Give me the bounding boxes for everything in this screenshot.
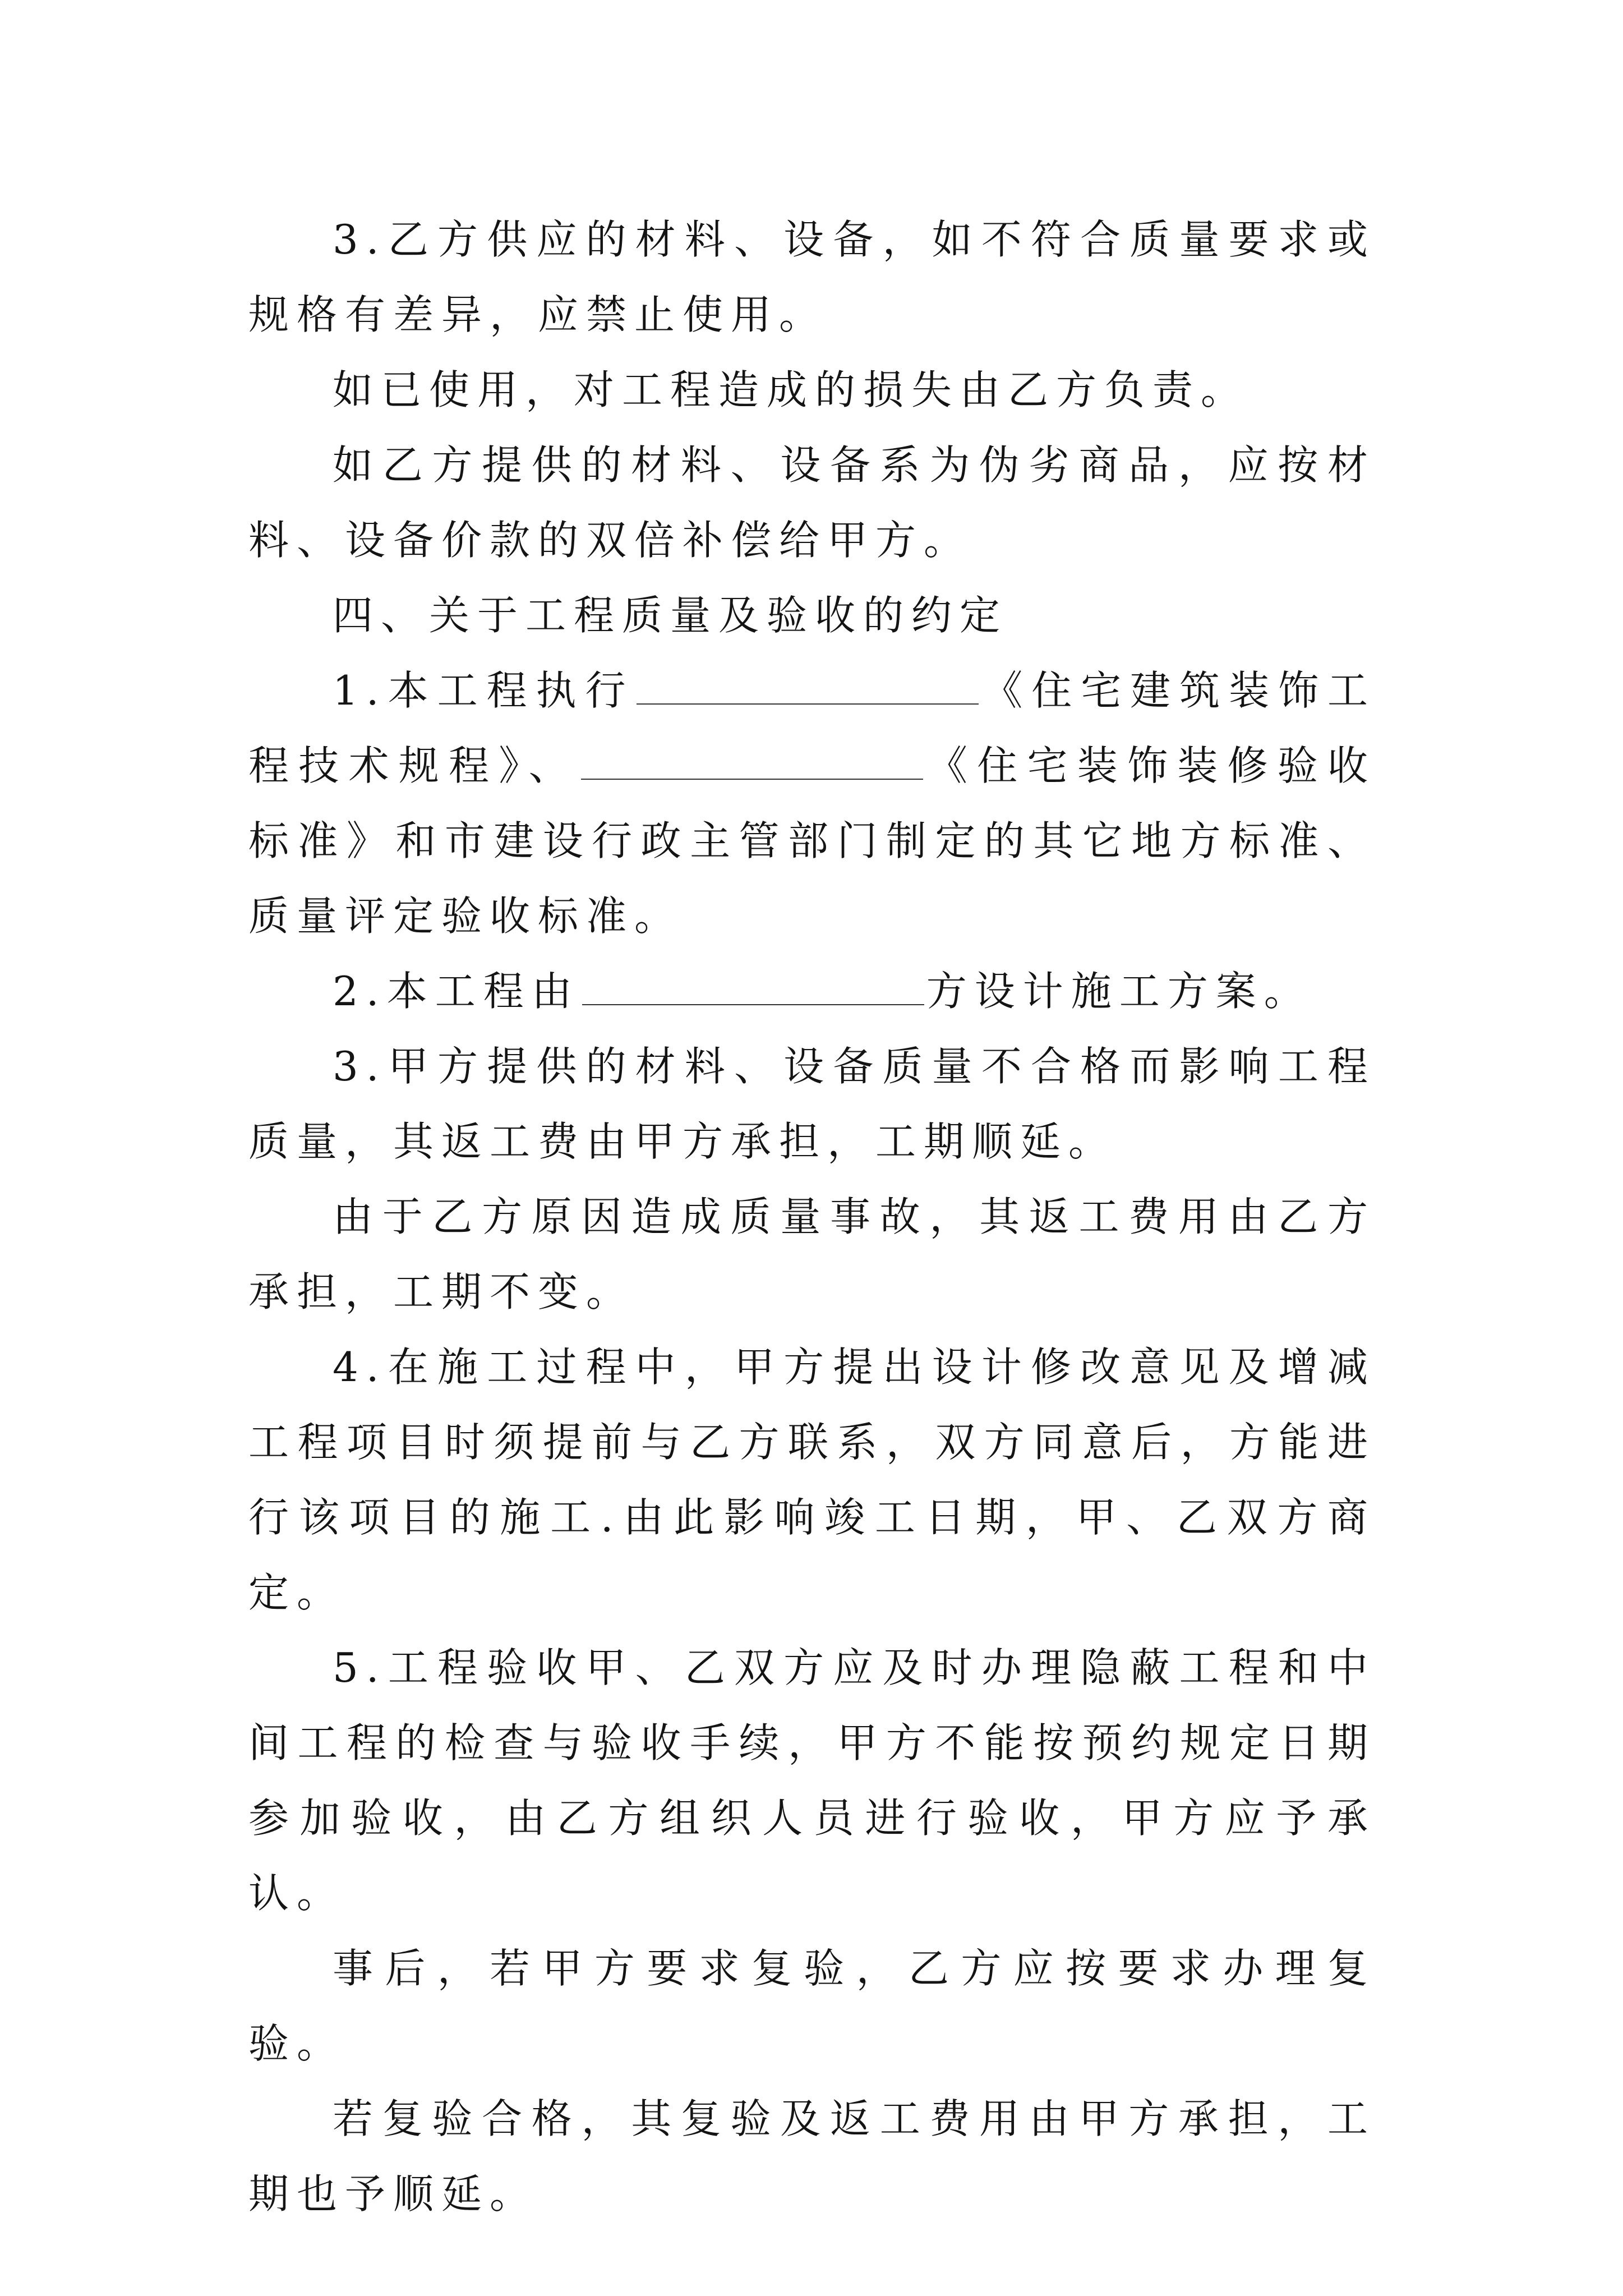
paragraph-design-party <box>248 954 1376 1029</box>
fill-in-blank <box>637 663 979 705</box>
document-body <box>248 202 1376 2231</box>
paragraph-standards <box>248 653 1376 954</box>
fill-in-blank <box>582 964 924 1005</box>
paragraph-material-quality: 3.乙方供应的材料、设备，如不符合质量要求或规格有差异，应禁止使用。 <box>248 216 1376 338</box>
paragraph-loss-liability: 如已使用，对工程造成的损失由乙方负责。 <box>333 366 1249 413</box>
paragraph-re-inspection-cost: 若复验合格，其复验及返工费用由甲方承担，工期也予顺延。 <box>248 2095 1376 2217</box>
standards-text-3: 《住宅装饰装修验收标准》和市建设行政主管部门制定的其它地方标准、质量评定验收标准。 <box>248 742 1376 940</box>
standards-text-1: 1.本工程执行 <box>333 667 635 714</box>
fill-in-blank <box>581 738 923 780</box>
paragraph-design-changes: 4.在施工过程中，甲方提出设计修改意见及增减工程项目时须提前与乙方联系，双方同意后，方能进行该项目的施工.由此影响竣工日期，甲、乙双方商定。 <box>248 1343 1376 1616</box>
standards-text-2: 《住宅建筑装饰工程技术规程》、 <box>248 667 1376 789</box>
design-text-1: 2.本工程由 <box>333 968 580 1015</box>
paragraph-party-a-materials: 3.甲方提供的材料、设备质量不合格而影响工程质量，其返工费由甲方承担，工期顺延。 <box>248 1043 1376 1165</box>
paragraph-re-inspection: 事后，若甲方要求复验，乙方应按要求办理复验。 <box>248 1945 1376 2067</box>
section-heading-quality-acceptance: 四、关于工程质量及验收的约定 <box>333 592 1008 639</box>
paragraph-acceptance-procedure: 5.工程验收甲、乙双方应及时办理隐蔽工程和中间工程的检查与验收手续，甲方不能按预约规定日期参加验收，由乙方组织人员进行验收，甲方应予承认。 <box>248 1644 1376 1917</box>
paragraph-party-b-accident: 由于乙方原因造成质量事故，其返工费用由乙方承担，工期不变。 <box>248 1193 1376 1315</box>
paragraph-counterfeit-compensation: 如乙方提供的材料、设备系为伪劣商品，应按材料、设备价款的双倍补偿给甲方。 <box>248 441 1376 564</box>
design-text-2: 方设计施工方案。 <box>926 968 1312 1015</box>
